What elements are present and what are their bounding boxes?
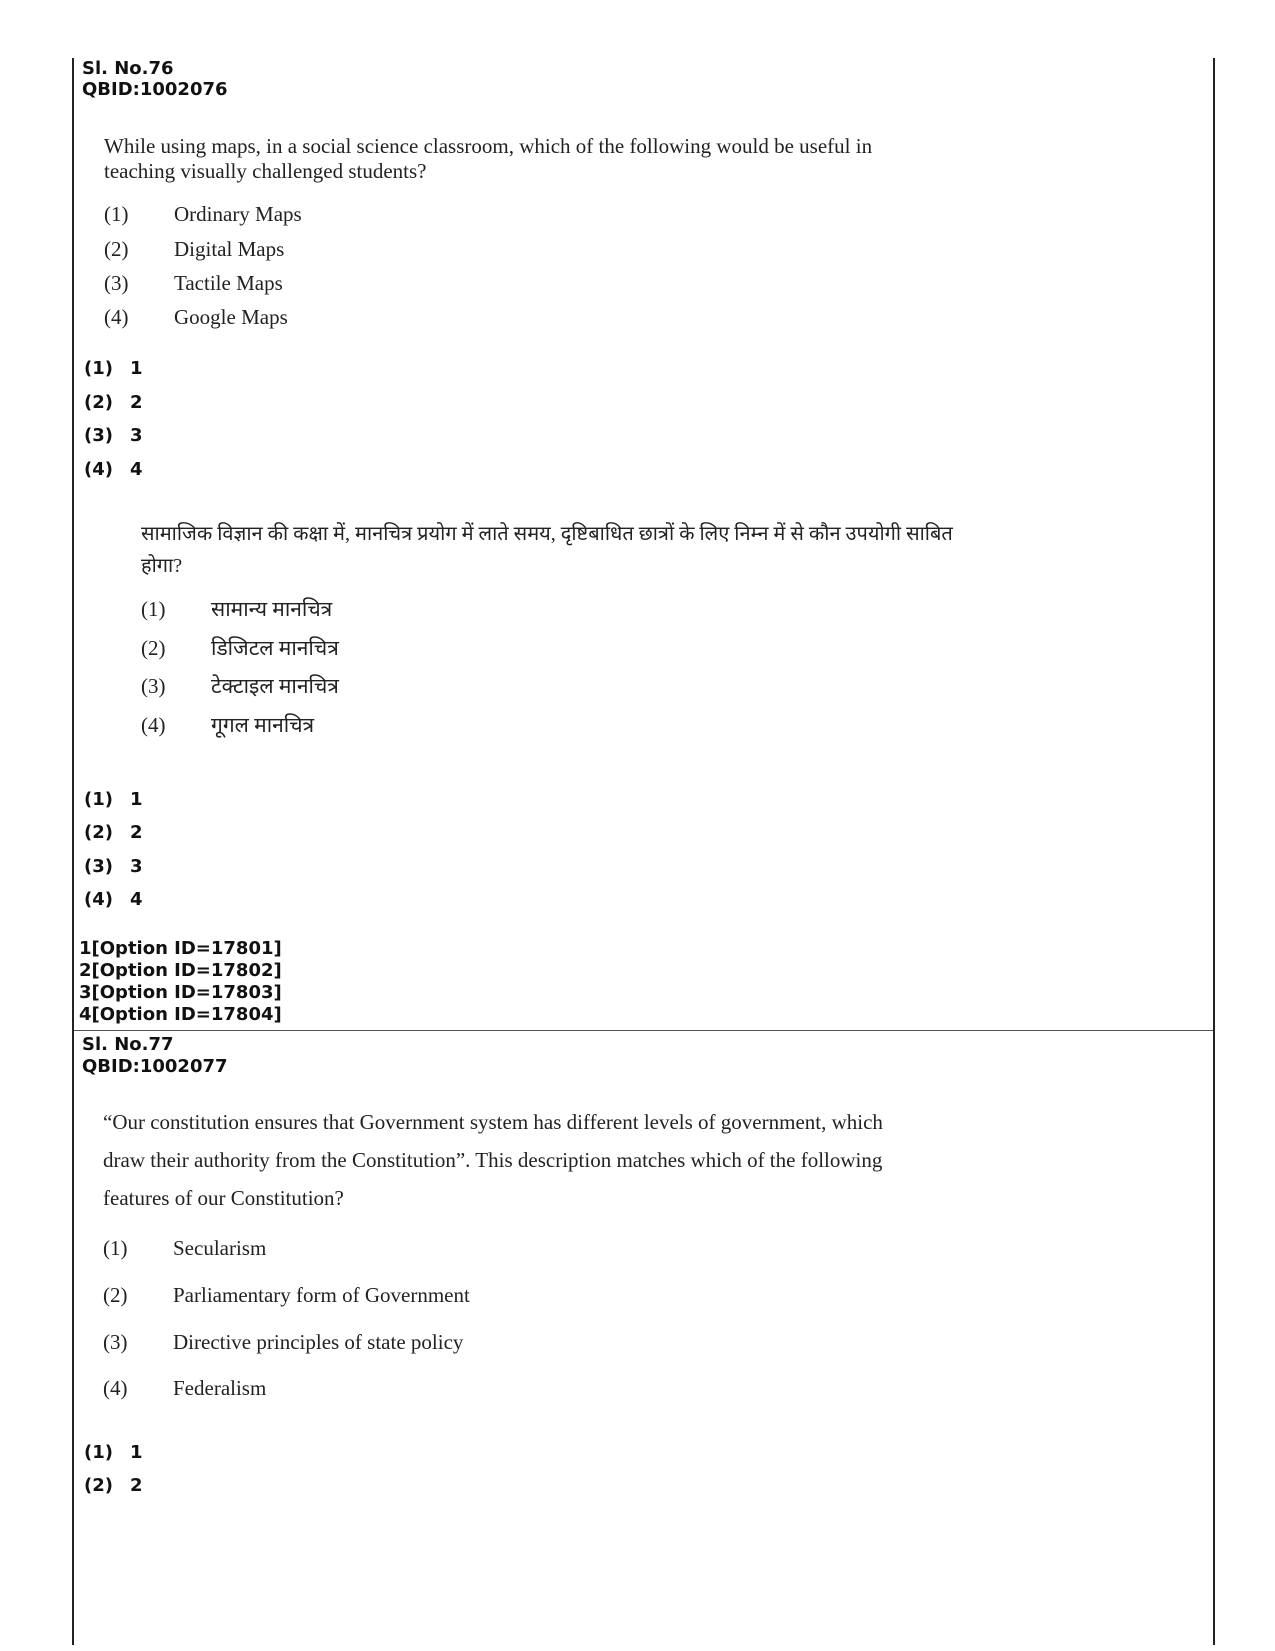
option-english-4: (4) Google Maps <box>104 305 288 329</box>
stem-line: draw their authority from the Constitution”. This description matches which of the following <box>103 1148 883 1172</box>
answer-choice-3[interactable]: (3) 3 <box>84 856 143 877</box>
option-2: (2) Parliamentary form of Government <box>103 1283 470 1307</box>
question-sheet <box>72 58 1215 1645</box>
stem-line: While using maps, in a social science classroom, which of the following would be useful in <box>104 134 873 158</box>
question-bank-id: QBID:1002076 <box>82 79 228 100</box>
answer-choice-2[interactable]: (2) 2 <box>84 392 143 413</box>
question-bank-id: QBID:1002077 <box>82 1056 228 1077</box>
stem-line: सामाजिक विज्ञान की कक्षा में, मानचित्र प्रयोग में लाते समय, दृष्टिबाधित छात्रों के लिए निम्न में से कौन उपयोगी साबित <box>141 523 953 545</box>
answer-choice-1[interactable]: (1) 1 <box>84 358 143 379</box>
option-1: (1) Secularism <box>103 1236 267 1260</box>
question-stem-english <box>104 134 872 184</box>
stem-line: features of our Constitution? <box>103 1186 344 1210</box>
option-hindi-1: (1) सामान्य मानचित्र <box>141 597 333 621</box>
answer-choice-1[interactable]: (1) 1 <box>84 789 143 810</box>
option-english-3: (3) Tactile Maps <box>104 271 283 295</box>
option-english-2: (2) Digital Maps <box>104 237 285 261</box>
option-id: 3[Option ID=17803] <box>79 982 282 1003</box>
stem-line: होगा? <box>141 555 183 577</box>
question-stem-hindi <box>141 518 953 582</box>
answer-choice-2[interactable]: (2) 2 <box>84 822 143 843</box>
serial-number: Sl. No.77 <box>82 1034 174 1055</box>
option-3: (3) Directive principles of state policy <box>103 1330 464 1354</box>
stem-line: “Our constitution ensures that Government system has different levels of government, which <box>103 1110 883 1134</box>
option-id: 2[Option ID=17802] <box>79 960 282 981</box>
answer-choice-2[interactable]: (2) 2 <box>84 1475 143 1496</box>
option-4: (4) Federalism <box>103 1376 267 1400</box>
answer-choice-1[interactable]: (1) 1 <box>84 1442 143 1463</box>
option-id: 4[Option ID=17804] <box>79 1004 282 1025</box>
stem-line: teaching visually challenged students? <box>104 159 427 183</box>
option-hindi-3: (3) टेक्टाइल मानचित्र <box>141 674 339 698</box>
option-id: 1[Option ID=17801] <box>79 938 282 959</box>
answer-choice-4[interactable]: (4) 4 <box>84 889 143 910</box>
serial-number: Sl. No.76 <box>82 58 174 79</box>
option-english-1: (1) Ordinary Maps <box>104 202 302 226</box>
answer-choice-4[interactable]: (4) 4 <box>84 459 143 480</box>
option-hindi-4: (4) गूगल मानचित्र <box>141 713 315 737</box>
question-divider <box>74 1030 1213 1031</box>
question-stem <box>103 1103 883 1217</box>
option-hindi-2: (2) डिजिटल मानचित्र <box>141 636 339 660</box>
answer-choice-3[interactable]: (3) 3 <box>84 425 143 446</box>
